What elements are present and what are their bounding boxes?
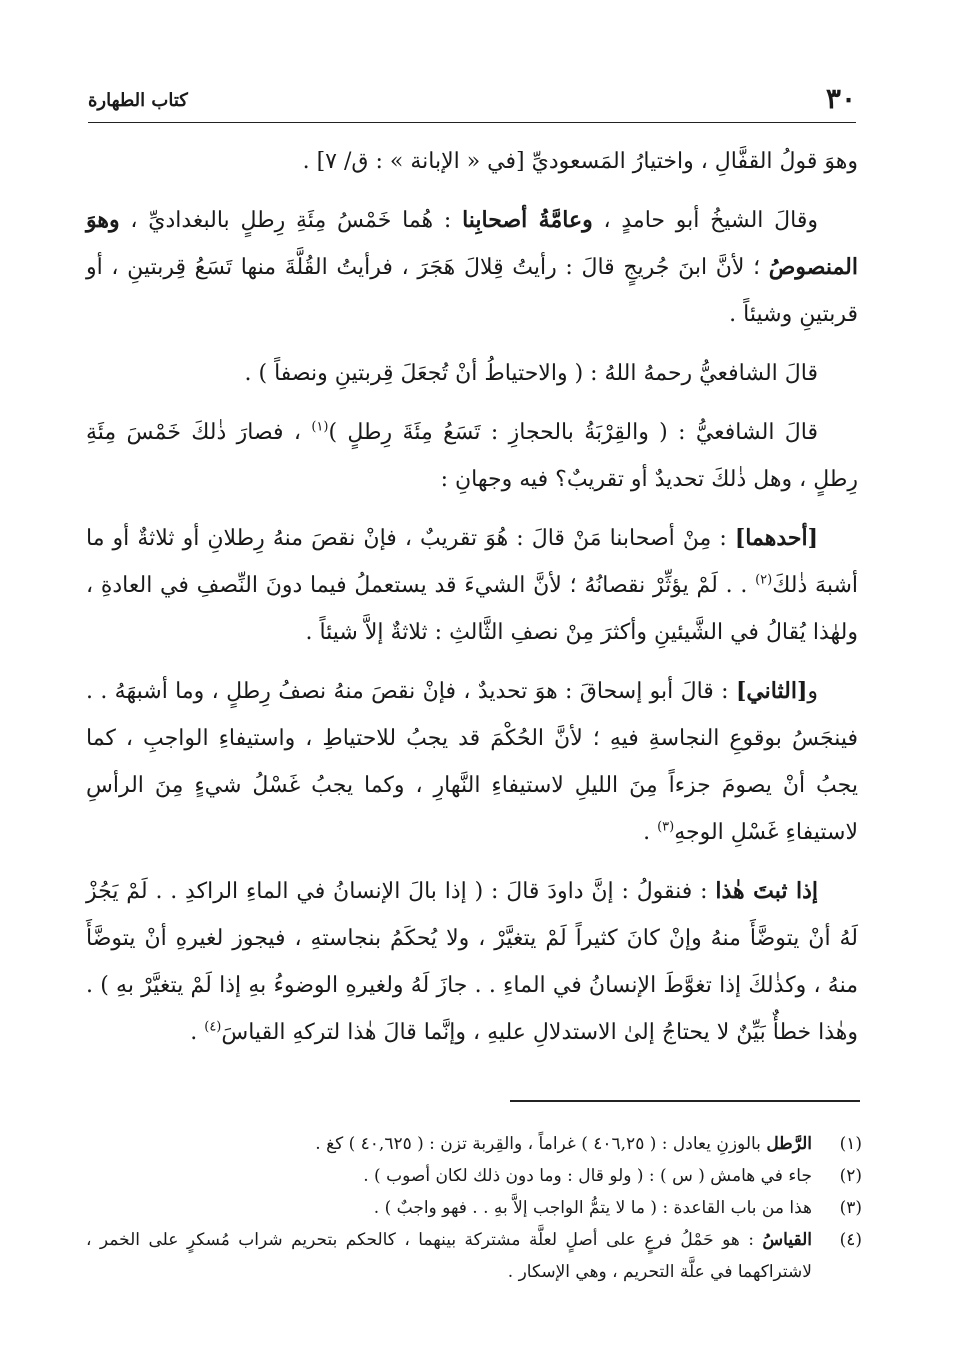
footnote-ref-3: (٣)	[657, 819, 675, 835]
footnote-ref-1: (١)	[311, 419, 329, 435]
footnote-1: (١) الرَّطل بالوزنِ يعادل : ( ٤٠٦,٢٥ ) غراماً ، والقِربة تزن : ( ٤٠,٦٢٥ ) كغ .	[315, 1134, 862, 1154]
paragraph-6: و[الثاني] : قالَ أبو إسحاقَ : هوَ تحديدٌ ، فإنْ نقصَ منهُ نصفُ رِطلٍ ، وما أشبهَهُ . . فينجَسُ بوقوعِ النجاسةِ فيهِ ؛ لأنَّ الحُكْمَ قد يجبُ للاحتياطِ ، واستيفاءِ الواجبِ ، كما يجبُ أنْ يصومَ جزءاً مِنَ الليلِ لاستيفاءِ النَّهارِ ، وكما يجبُ غَسْلُ شيءٍ مِنَ الرأسِ لاستيفاءِ غَسْلِ الوجهِ$^{(٣)}$ .	[86, 678, 858, 845]
footnote-4: (٤) القياسُ : هو حَمْلُ فرعٍ على أصلٍ لعلَّة مشتركة بينهما ، كالحكم بتحريم شراب مُسكرٍ على الخمر ، لاشتراكهما في علَّة التحريم ، وهي الإسكار .	[86, 1230, 862, 1282]
footnotes	[86, 1128, 862, 1288]
paragraph-7: إذا ثبتَ هٰذا : فنقولُ : إنَّ داودَ قالَ : ( إذا بالَ الإنسانُ في الماءِ الراكدِ . . لَمْ يَجُزْ لَهُ أنْ يتوضَّأَ منهُ وإنْ كانَ كثيراً لَمْ يتغيَّرْ ، ولا يُحكَمُ بنجاستهِ ، فيجوز لغيرهِ أنْ يتوضَّأَ منهُ ، وكذٰلكَ إذا تغوَّطَ الإنسانُ في الماءِ . . جازَ لَهُ ولغيرهِ الوضوءُ بهِ إذا لَمْ يتغيَّرْ بهِ ) . وهٰذا خطأٌ بَيِّنٌ لا يحتاجُ إلىٰ الاستدلالِ عليهِ ، وإنَّما قالَ هٰذا لتركهِ القياسَ$^{(٤)}$ .	[86, 878, 858, 1045]
book-title: كتاب الطهارة	[88, 90, 188, 111]
footnote-ref-4: (٤)	[204, 1019, 222, 1035]
footnote-2: (٢) جاء في هامش ( س ) : ( ولو قال : وما دون ذلك لكان أصوب ) .	[363, 1166, 862, 1186]
paragraph-1: وهوَ قولُ القفَّالِ ، واختيارُ المَسعوديِّ [في « الإبانة » : ق/ ٧] .	[302, 149, 858, 174]
footnote-separator	[510, 1100, 860, 1102]
paragraph-3: قالَ الشافعيُّ رحمهُ اللهُ : ( والاحتياطُ أنْ تُجعَلَ قِربتينِ ونصفاً ) .	[244, 361, 818, 386]
page-header	[88, 82, 856, 123]
paragraph-2: وقالَ الشيخُ أبو حامدٍ ، وعامَّةُ أصحابِنا : هُما خَمْسُ مِئَةِ رِطلٍ بالبغداديِّ ، وهوَ المنصوصُ ؛ لأنَّ ابنَ جُريجٍ قالَ : رأيتُ قِلالَ هَجَرَ ، فرأيتُ القُلَّةَ منها تَسَعُ قِربتينِ ، أو قربتينِ وشيئاً .	[86, 207, 858, 327]
paragraph-4: قالَ الشافعيُّ : ( والقِرْبَةُ بالحجازِ : تَسَعُ مِئَةَ رِطلٍ )$^{(١)}$ ، فصارَ ذٰلكَ خَمْسَ مِئَةِ رِطلٍ ، وهل ذٰلكَ تحديدٌ أو تقريبٌ؟ فيه وجهانِ :	[86, 419, 858, 492]
main-text	[86, 138, 858, 1068]
paragraph-5: [أحدهما] : مِنْ أصحابنا مَنْ قالَ : هُوَ تقريبٌ ، فإنْ نقصَ منهُ رِطلانِ أو ثلاثةٌ أو ما أشبهَ ذٰلكَ$^{(٢)}$ . . لَمْ يؤثِّرْ نقصانُهُ ؛ لأنَّ الشيءَ قد يستعملُ فيما دونَ النِّصفِ في العادةِ ، ولهٰذا يُقالُ في الشَّيئينِ وأكثرَ مِنْ نصفِ الثَّالثِ : ثلاثةٌ إلاَّ شيئاً .	[86, 525, 858, 645]
page-number: ٣٠	[825, 82, 856, 115]
footnote-ref-2: (٢)	[755, 572, 773, 588]
footnote-3: (٣) هذا من باب القاعدة : ( ما لا يتمُّ الواجب إلاَّ بهِ . . فهو واجبٌ ) .	[373, 1198, 862, 1218]
